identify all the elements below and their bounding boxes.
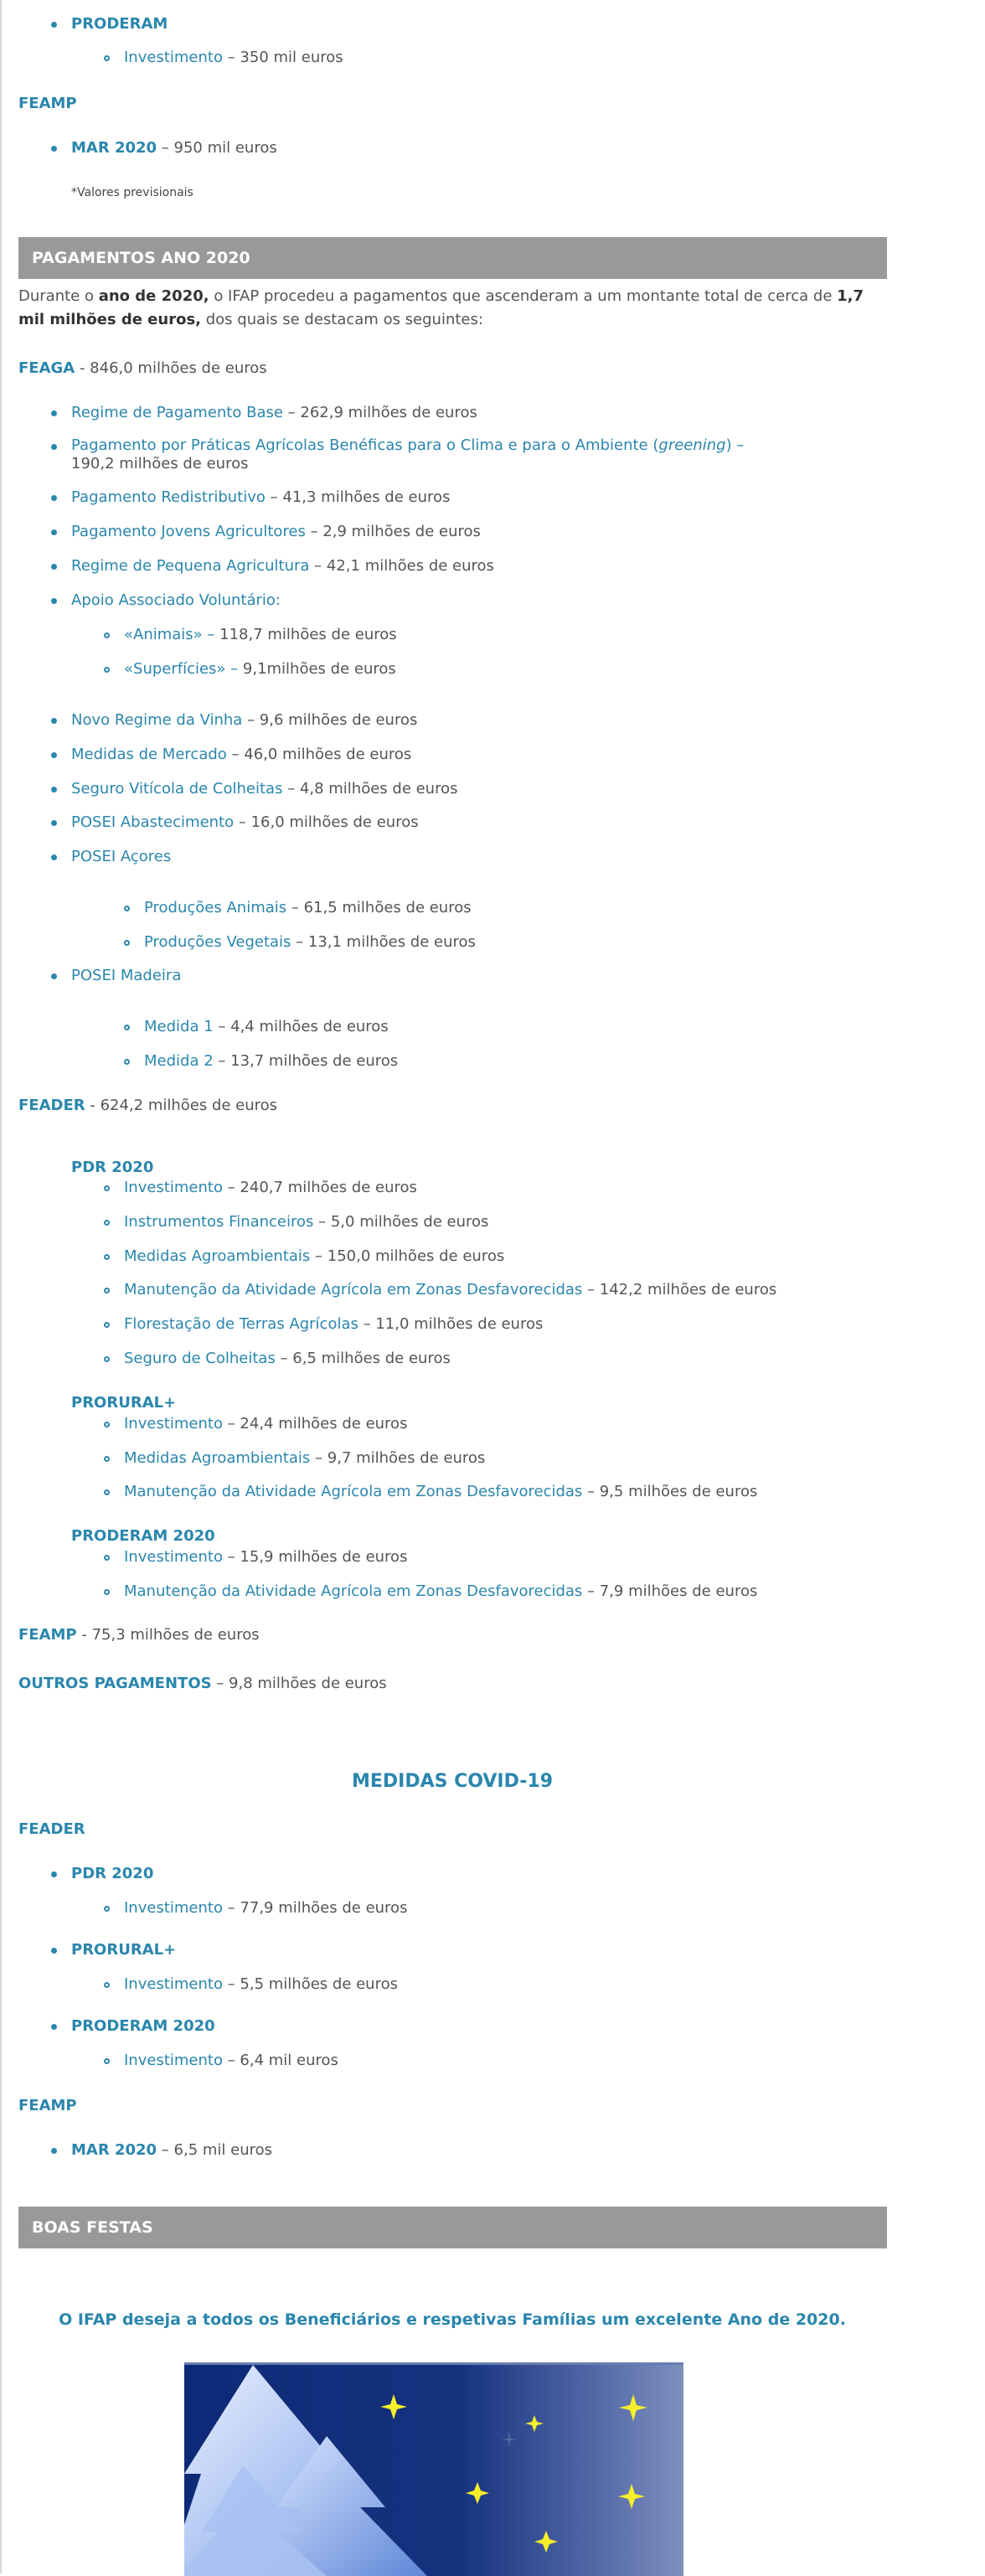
item-value: – 4,8 milhões de euros <box>282 780 458 798</box>
bullet-icon <box>51 854 57 860</box>
covid-pdr-title[interactable]: PDR 2020 <box>71 1865 154 1882</box>
item-value: – 61,5 milhões de euros <box>286 899 472 916</box>
footnote: *Valores previsionais <box>71 186 193 199</box>
list-item <box>124 1975 398 1995</box>
bullet-icon <box>51 495 57 501</box>
bullet-icon <box>51 146 57 152</box>
list-item <box>124 48 343 68</box>
item-value: – 9,5 milhões de euros <box>582 1483 758 1500</box>
mar-link[interactable]: MAR 2020 <box>71 139 157 157</box>
item-value: – 9,7 milhões de euros <box>310 1449 486 1467</box>
bullet-icon <box>51 410 57 416</box>
circle-bullet-icon <box>104 667 110 673</box>
apoio-associado-link[interactable]: Apoio Associado Voluntário: <box>71 591 281 609</box>
list-item <box>124 625 397 645</box>
item-link[interactable]: «Animais» – <box>124 626 215 643</box>
item-link[interactable]: Seguro Vitícola de Colheitas <box>71 780 283 798</box>
list-item <box>71 522 481 542</box>
feader-value: - 624,2 milhões de euros <box>85 1097 278 1114</box>
list-item <box>124 1898 407 1918</box>
circle-bullet-icon <box>104 1422 110 1427</box>
list-item <box>71 779 458 799</box>
list-item <box>124 2051 338 2071</box>
list-item <box>144 1051 398 1071</box>
list-item <box>71 710 417 730</box>
holiday-card-art <box>184 2365 683 2576</box>
item-link[interactable]: Produções Vegetais <box>144 933 291 951</box>
list-item <box>124 1212 488 1232</box>
feaga-value: - 846,0 milhões de euros <box>75 359 267 377</box>
list-item <box>71 2140 272 2160</box>
item-link[interactable]: Investimento <box>124 1179 223 1196</box>
item-value: – 262,9 milhões de euros <box>282 404 477 421</box>
covid-prorural-title[interactable]: PRORURAL+ <box>71 1941 177 1959</box>
item-value: – 4,4 milhões de euros <box>213 1018 389 1035</box>
circle-bullet-icon <box>104 55 110 61</box>
list-item <box>124 1547 407 1567</box>
item-link[interactable]: Medida 1 <box>144 1018 214 1035</box>
item-value: – 11,0 milhões de euros <box>358 1315 544 1333</box>
holiday-message: O IFAP deseja a todos os Beneficiários e respetivas Famílias um excelente Ano de 2020. <box>59 2310 846 2329</box>
item-link[interactable]: Produções Animais <box>144 899 287 916</box>
item-value: – 15,9 milhões de euros <box>222 1548 408 1566</box>
circle-bullet-icon <box>124 1025 130 1030</box>
list-item <box>144 1017 389 1037</box>
item-link[interactable]: Investimento <box>124 2052 223 2069</box>
list-item <box>124 1280 776 1300</box>
circle-bullet-icon <box>104 2058 110 2064</box>
feader-link[interactable]: FEADER <box>18 1097 85 1114</box>
posei-madeira-link[interactable]: POSEI Madeira <box>71 967 182 984</box>
item-link[interactable]: Medidas Agroambientais <box>124 1247 311 1265</box>
item-value: – 16,0 milhões de euros <box>234 813 419 831</box>
bullet-icon <box>51 1948 57 1954</box>
star-icon <box>380 2394 407 2419</box>
item-value: – 7,9 milhões de euros <box>582 1582 758 1600</box>
item-link[interactable]: Medidas Agroambientais <box>124 1449 311 1467</box>
item-link[interactable]: Medida 2 <box>144 1052 214 1070</box>
item-value: – 46,0 milhões de euros <box>226 746 412 763</box>
intro-paragraph: Durante o ano de 2020, o IFAP procedeu a pagamentos que ascenderam a um montante total de cerca de 1,7 mil milhões de euros, dos quais se destacam os seguintes: <box>18 287 864 328</box>
item-value: – 6,5 milhões de euros <box>275 1350 451 1367</box>
list-item <box>124 1349 451 1369</box>
item-link[interactable]: Seguro de Colheitas <box>124 1350 276 1367</box>
faint-star-icon <box>501 2430 518 2449</box>
circle-bullet-icon <box>124 940 130 946</box>
covid-feader-heading[interactable]: FEADER <box>18 1820 85 1838</box>
circle-bullet-icon <box>104 1489 110 1495</box>
section-header-boas-festas: BOAS FESTAS <box>18 2207 887 2248</box>
list-item <box>71 436 744 473</box>
feader-heading <box>18 1096 277 1116</box>
star-icon <box>525 2415 544 2432</box>
bullet-icon <box>51 787 57 792</box>
list-item <box>71 403 477 423</box>
item-value: – 6,5 mil euros <box>157 2141 273 2159</box>
bullet-icon <box>51 529 57 535</box>
covid-feamp-heading[interactable]: FEAMP <box>18 2097 77 2114</box>
feaga-heading <box>18 359 267 379</box>
item-link[interactable]: Investimento <box>124 1975 223 1993</box>
bullet-icon <box>51 820 57 826</box>
item-value: 118,7 milhões de euros <box>214 626 397 643</box>
item-link[interactable]: Regime de Pagamento Base <box>71 404 283 421</box>
feamp-payments <box>18 1625 260 1645</box>
list-item <box>124 659 396 679</box>
item-link[interactable]: Manutenção da Atividade Agrícola em Zonas Desfavorecidas <box>124 1483 583 1500</box>
outros-link[interactable]: OUTROS PAGAMENTOS <box>18 1675 212 1692</box>
bullet-icon <box>51 598 57 604</box>
bullet-icon <box>51 1871 57 1877</box>
list-item <box>144 932 476 952</box>
list-item <box>71 813 419 833</box>
item-link[interactable]: Instrumentos Financeiros <box>124 1213 314 1231</box>
item-value: – 6,4 mil euros <box>222 2052 338 2069</box>
posei-acores-link[interactable]: POSEI Açores <box>71 848 172 865</box>
list-item <box>124 1582 757 1602</box>
item-link[interactable]: Pagamento Jovens Agricultores <box>71 523 306 540</box>
circle-bullet-icon <box>104 1982 110 1988</box>
proderam-2020-title[interactable]: PRODERAM 2020 <box>71 1527 215 1545</box>
outros-pagamentos <box>18 1674 387 1694</box>
star-icon <box>466 2482 489 2504</box>
bullet-icon <box>51 752 57 758</box>
item-value: – 150,0 milhões de euros <box>310 1247 505 1265</box>
circle-bullet-icon <box>104 1456 110 1462</box>
list-item <box>71 556 494 576</box>
list-item <box>124 1482 757 1502</box>
circle-bullet-icon <box>124 1059 130 1065</box>
item-value: 190,2 milhões de euros <box>71 455 249 472</box>
item-link[interactable]: «Superfícies» – <box>124 660 239 678</box>
item-value: – 950 mil euros <box>157 139 277 157</box>
star-icon <box>618 2484 645 2509</box>
star-icon <box>534 2531 558 2553</box>
list-item <box>71 488 450 508</box>
covid-proderam-title[interactable]: PRODERAM 2020 <box>71 2017 215 2035</box>
item-link[interactable]: Pagamento por Práticas Agrícolas Benéficas para o Clima e para o Ambiente (greening) – <box>71 436 745 454</box>
feaga-link[interactable]: FEAGA <box>18 359 75 377</box>
item-link[interactable]: POSEI Abastecimento <box>71 813 235 831</box>
feamp-heading[interactable]: FEAMP <box>18 95 77 112</box>
list-item <box>71 138 277 158</box>
list-item <box>124 1247 504 1267</box>
item-link[interactable]: Manutenção da Atividade Agrícola em Zonas Desfavorecidas <box>124 1582 583 1600</box>
item-value: – 5,5 milhões de euros <box>222 1975 398 1993</box>
item-value: – 350 mil euros <box>222 49 343 66</box>
bullet-icon <box>51 22 57 28</box>
circle-bullet-icon <box>104 1322 110 1328</box>
circle-bullet-icon <box>104 1589 110 1595</box>
bullet-icon <box>51 973 57 979</box>
circle-bullet-icon <box>104 1220 110 1226</box>
circle-bullet-icon <box>104 1356 110 1362</box>
item-link[interactable]: Investimento <box>124 1548 223 1566</box>
item-value: 9,1milhões de euros <box>238 660 396 678</box>
covid-title: MEDIDAS COVID-19 <box>351 1771 554 1792</box>
circle-bullet-icon <box>104 1254 110 1260</box>
item-link[interactable]: Pagamento Redistributivo <box>71 488 266 506</box>
list-item <box>71 745 411 765</box>
list-item <box>124 1448 485 1469</box>
item-value: – 13,7 milhões de euros <box>213 1052 399 1070</box>
bullet-icon <box>51 718 57 724</box>
item-value: – 42,1 milhões de euros <box>309 557 494 575</box>
item-link[interactable]: Novo Regime da Vinha <box>71 711 243 729</box>
item-value: – 240,7 milhões de euros <box>222 1179 417 1196</box>
covid-mar-link[interactable]: MAR 2020 <box>71 2141 157 2159</box>
item-value: – 142,2 milhões de euros <box>582 1281 777 1298</box>
feamp-value: - 75,3 milhões de euros <box>76 1626 260 1644</box>
circle-bullet-icon <box>104 1555 110 1561</box>
left-border <box>0 0 2 2573</box>
holiday-card-image <box>184 2362 683 2576</box>
section-header-pagamentos: PAGAMENTOS ANO 2020 <box>18 237 887 279</box>
outros-value: – 9,8 milhões de euros <box>211 1675 387 1692</box>
bullet-icon <box>51 444 57 450</box>
pdr-2020-title[interactable]: PDR 2020 <box>71 1159 154 1176</box>
bullet-icon <box>51 564 57 570</box>
circle-bullet-icon <box>104 1288 110 1293</box>
item-value: – 9,6 milhões de euros <box>242 711 418 729</box>
item-value: – 41,3 milhões de euros <box>265 488 451 506</box>
item-link[interactable]: Investimento <box>124 49 223 66</box>
circle-bullet-icon <box>104 1906 110 1912</box>
proderam-label[interactable]: PRODERAM <box>71 15 168 33</box>
circle-bullet-icon <box>104 632 110 638</box>
item-link[interactable]: Medidas de Mercado <box>71 746 227 763</box>
item-link[interactable]: Manutenção da Atividade Agrícola em Zonas Desfavorecidas <box>124 1281 583 1298</box>
item-value: – 13,1 milhões de euros <box>291 933 476 951</box>
feamp-link[interactable]: FEAMP <box>18 1626 77 1644</box>
bullet-icon <box>51 2024 57 2030</box>
item-link[interactable]: Investimento <box>124 1415 223 1433</box>
bullet-icon <box>51 2148 57 2154</box>
item-link[interactable]: Florestação de Terras Agrícolas <box>124 1315 358 1333</box>
prorural-title[interactable]: PRORURAL+ <box>71 1394 177 1412</box>
circle-bullet-icon <box>124 906 130 911</box>
circle-bullet-icon <box>104 1185 110 1191</box>
list-item <box>124 1178 417 1198</box>
item-value: – 77,9 milhões de euros <box>222 1899 408 1917</box>
item-value: – 24,4 milhões de euros <box>222 1415 408 1433</box>
list-item <box>144 898 472 918</box>
item-link[interactable]: Regime de Pequena Agricultura <box>71 557 310 575</box>
item-value: – 2,9 milhões de euros <box>305 523 481 540</box>
list-item <box>124 1414 407 1434</box>
item-value: – 5,0 milhões de euros <box>313 1213 489 1231</box>
item-link[interactable]: Investimento <box>124 1899 223 1917</box>
star-icon <box>619 2394 647 2421</box>
list-item <box>124 1314 543 1334</box>
